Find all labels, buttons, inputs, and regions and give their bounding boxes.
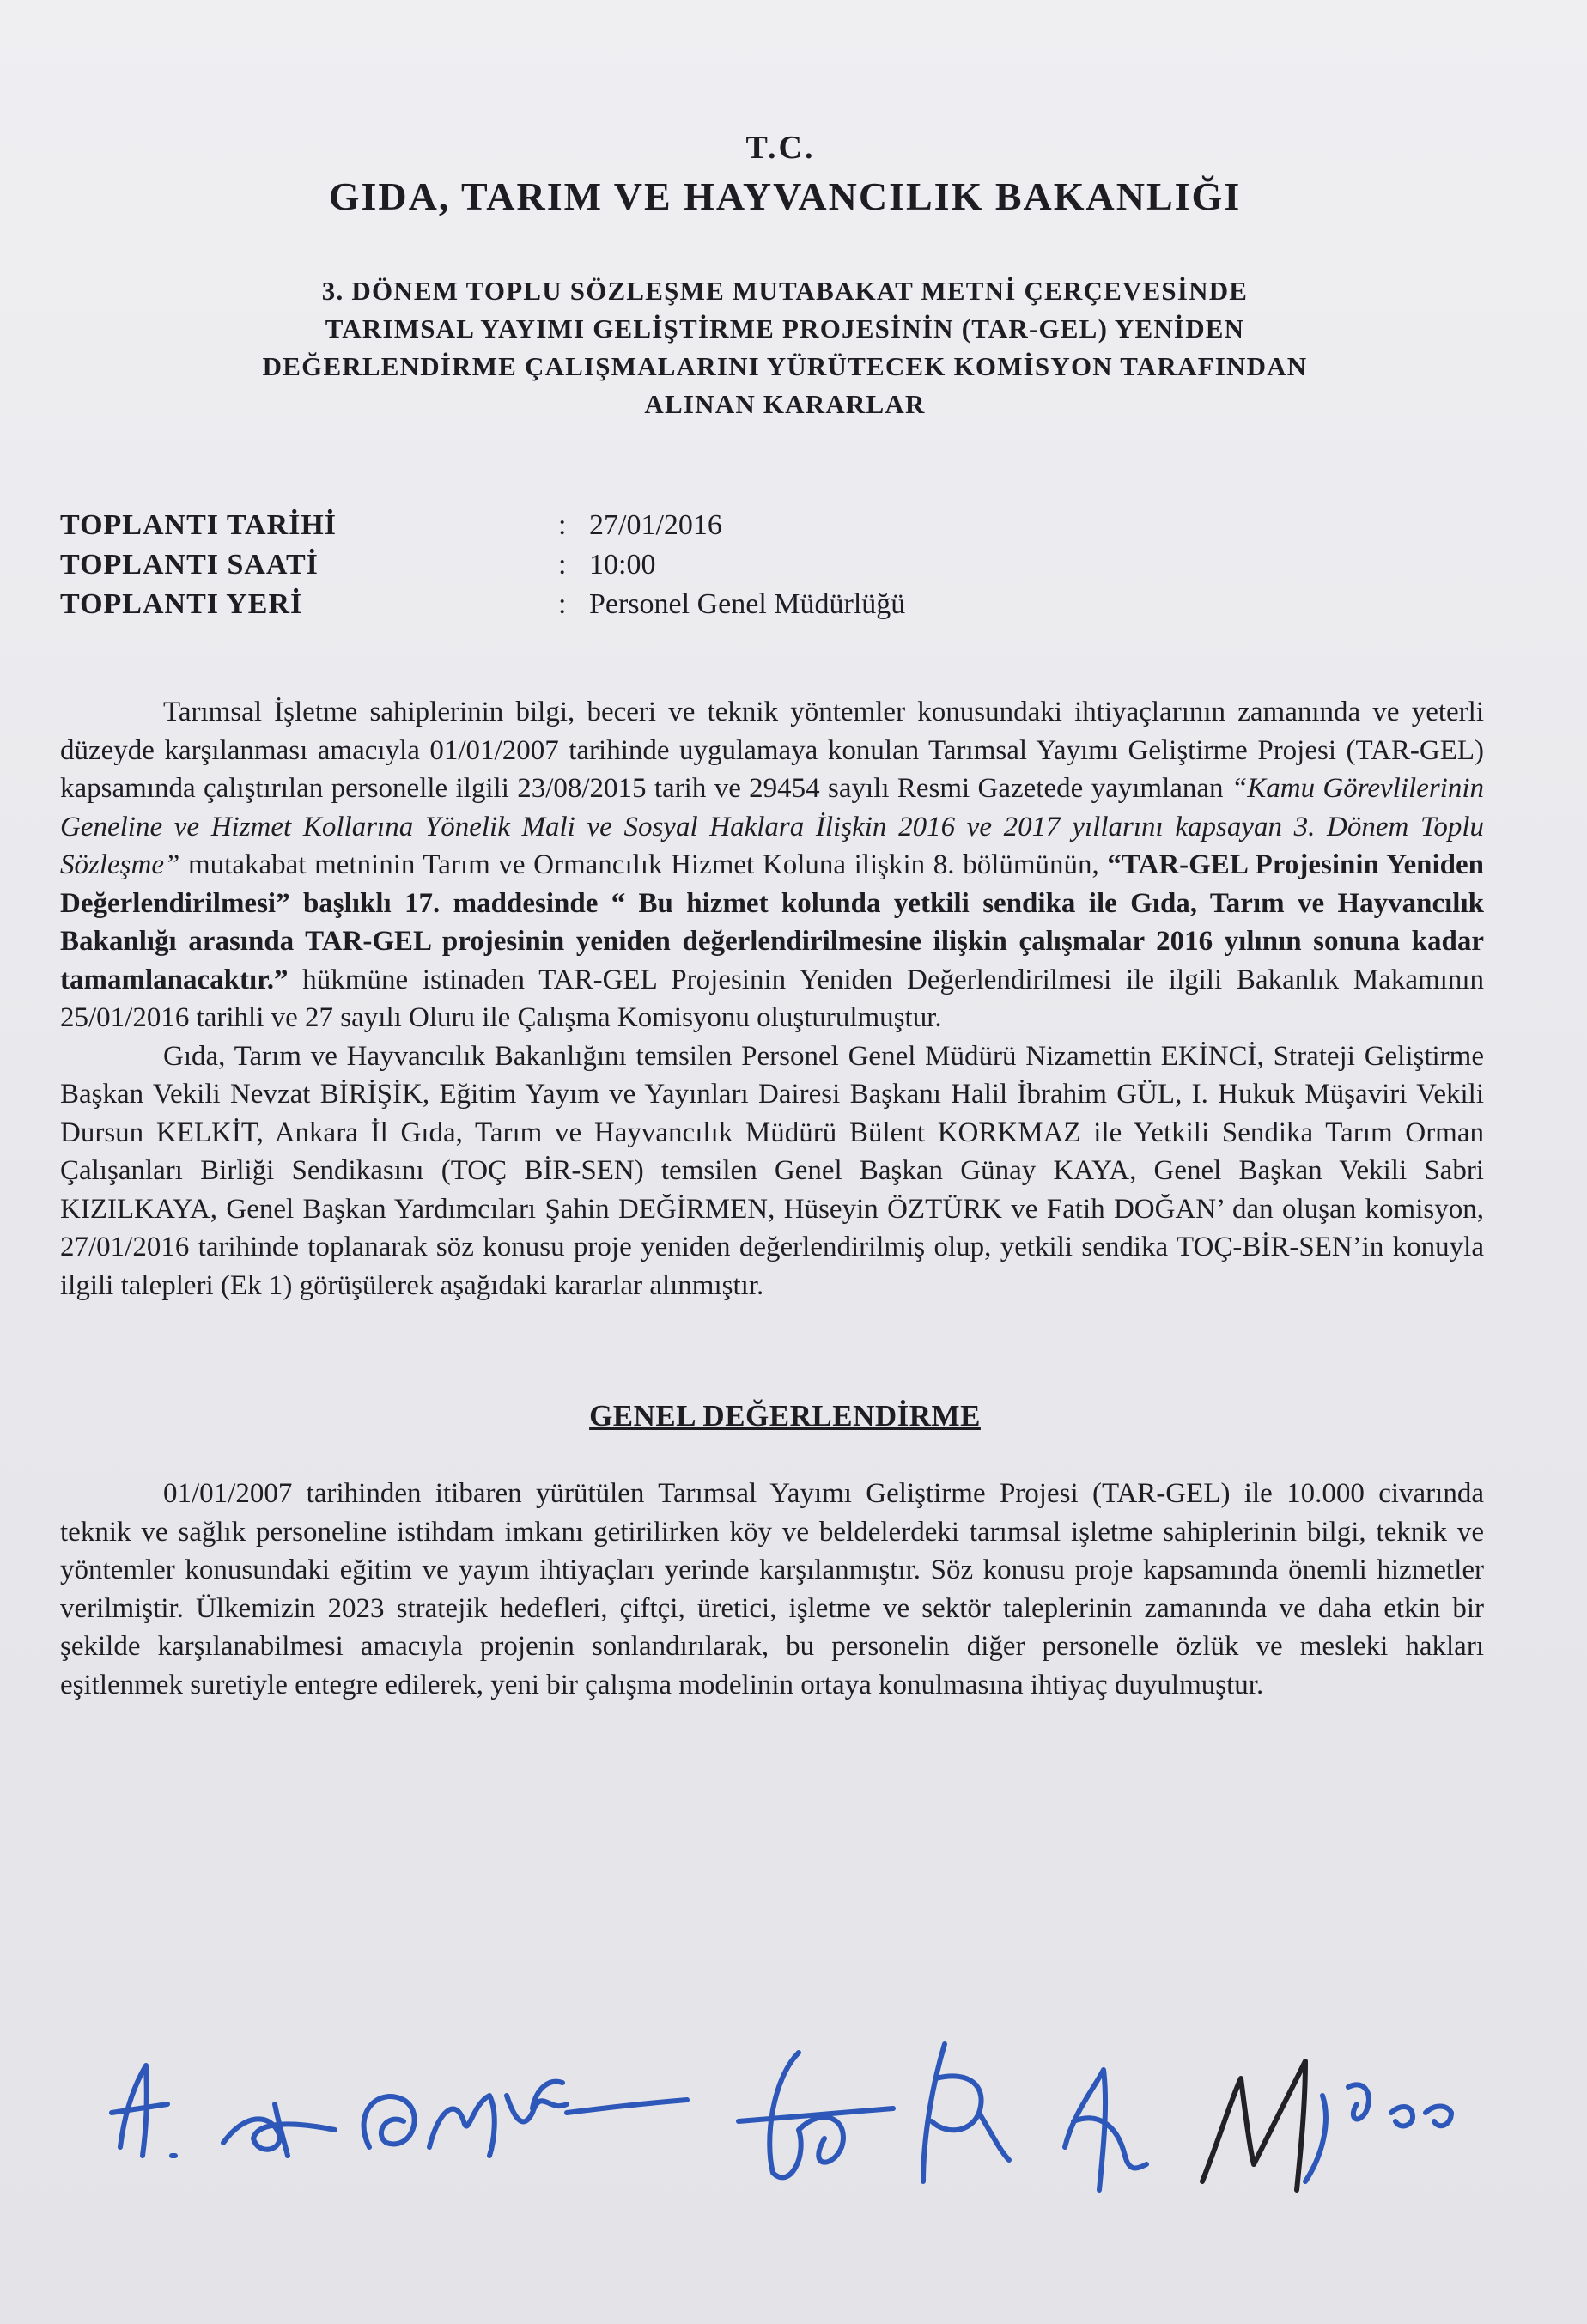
- document-subtitle: [86, 272, 1484, 423]
- signature-3: [364, 2096, 495, 2156]
- meeting-time-value: 10:00: [589, 549, 656, 581]
- paragraph-intro: [60, 693, 1484, 1037]
- section-heading: GENEL DEĞERLENDİRME: [589, 1399, 981, 1433]
- meeting-date-value: 27/01/2016: [589, 509, 722, 541]
- signature-8: [1202, 2061, 1305, 2190]
- meeting-date-label: TOPLANTI TARİHİ: [60, 509, 337, 541]
- colon: :: [558, 588, 567, 620]
- meeting-time-label: TOPLANTI SAATİ: [60, 549, 319, 581]
- intro-bold-quote: “TAR-GEL Projesinin Yeniden Değerlendirilmesi” başlıklı 17. maddesinde “ Bu hizmet kolunda yetkili sendika ile Gıda, Tarım ve Hayvancılık Bakanlığı arasında TAR-GEL projesinin yeniden değerlendirilmesine ilişkin çalışmalar 2016 yılının sonuna kadar tamamlanacaktır.”: [60, 849, 1484, 995]
- meeting-place-value: Personel Genel Müdürlüğü: [589, 588, 906, 620]
- intro-text-3: hükmüne istinaden TAR-GEL Projesinin Yeniden Değerlendirilmesi ile ilgili Bakanlık Makamının 25/01/2016 tarihli ve 27 sayılı Oluru ile Çalışma Komisyonu oluşturulmuştur.: [60, 964, 1484, 1033]
- intro-text-2: mutakabat metninin Tarım ve Ormancılık Hizmet Koluna ilişkin 8. bölümünün,: [179, 849, 1108, 880]
- meeting-info: [60, 506, 1484, 624]
- signature-4: [507, 2082, 687, 2122]
- signature-5: [739, 2053, 893, 2177]
- subtitle-line: 3. DÖNEM TOPLU SÖZLEŞME MUTABAKAT METNİ ÇERÇEVESİNDE: [321, 276, 1249, 306]
- colon: :: [558, 549, 567, 581]
- meeting-place-row: [60, 585, 1484, 624]
- signatures: [86, 1984, 1546, 2207]
- country-abbrev: T.C.: [745, 130, 816, 166]
- colon: :: [558, 509, 567, 541]
- signature-6: [923, 2044, 1009, 2181]
- subtitle-line: ALINAN KARARLAR: [644, 389, 926, 419]
- paragraph-evaluation: 01/01/2007 tarihinden itibaren yürütülen Tarımsal Yayımı Geliştirme Projesi (TAR-GEL) ile 10.000 civarında teknik ve sağlık personeline istihdam imkanı getirilirken köy ve beldelerdeki tarımsal işletme sahiplerinin bilgi, teknik ve yöntemler konusundaki eğitim ve yayım ihtiyaçları yerinde karşılanmıştır. Söz konusu proje kapsamında önemli hizmetler verilmiştir. Ülkemizin 2023 stratejik hedefleri, çiftçi, üretici, işletme ve sektör taleplerinin zamanında ve daha etkin bir şekilde karşılanabilmesi amacıyla projenin sonlandırılarak, bu personelin diğer personelle özlük ve mesleki hakları eşitlenmek suretiyle entegre edilerek, yeni bir çalışma modelinin ortaya konulmasına ihtiyaç duyulmuştur.: [60, 1478, 1484, 1700]
- signature-7: [1065, 2070, 1146, 2190]
- intro-italic-title: “Kamu Görevlilerinin Geneline ve Hizmet Kollarına Yönelik Mali ve Sosyal Haklara İlişkin 2016 ve 2017 yıllarını kapsayan 3. Dönem Toplu Sözleşme”: [60, 773, 1484, 880]
- signature-2: [223, 2104, 335, 2156]
- subtitle-line: DEĞERLENDİRME ÇALIŞMALARINI YÜRÜTECEK KOMİSYON TARAFINDAN: [262, 351, 1308, 381]
- document-header: [60, 129, 1484, 423]
- meeting-date-row: [60, 506, 1484, 545]
- intro-text: Tarımsal İşletme sahiplerinin bilgi, beceri ve teknik yöntemler konusundaki ihtiyaçlarının zamanında ve yeterli düzeyde karşılanması amacıyla 01/01/2007 tarihinde uygulamaya konulan Tarımsal Yayımı Geliştirme Projesi (TAR-GEL) kapsamında çalıştırılan personelle ilgili 23/08/2015 tarih ve 29454 sayılı Resmi Gazetede yayımlanan: [60, 697, 1484, 804]
- subtitle-line: TARIMSAL YAYIMI GELİŞTİRME PROJESİNİN (TAR-GEL) YENİDEN: [325, 313, 1245, 344]
- meeting-time-row: [60, 545, 1484, 585]
- meeting-place-label: TOPLANTI YERİ: [60, 588, 303, 620]
- paragraph-commission: Gıda, Tarım ve Hayvancılık Bakanlığını temsilen Personel Genel Müdürü Nizamettin EKİNCİ, Strateji Geliştirme Başkan Vekili Nevzat BİRİŞİK, Eğitim Yayım ve Yayınları Dairesi Başkanı Halil İbrahim GÜL, I. Hukuk Müşaviri Vekili Dursun KELKİT, Ankara İl Gıda, Tarım ve Hayvancılık Müdürü Bülent KORKMAZ ile Yetkili Sendika Tarım Orman Çalışanları Birliği Sendikasını (TOÇ BİR-SEN) temsilen Genel Başkan Günay KAYA, Genel Başkan Vekili Sabri KIZILKAYA, Genel Başkan Yardımcıları Şahin DEĞİRMEN, Hüseyin ÖZTÜRK ve Fatih DOĞAN’ dan oluşan komisyon, 27/01/2016 tarihinde toplanarak söz konusu proje yeniden değerlendirilmiş olup, yetkili sendika TOÇ-BİR-SEN’in konuyla ilgili talepleri (Ek 1) görüşülerek aşağıdaki kararlar alınmıştır.: [60, 1040, 1484, 1301]
- ministry-name: GIDA, TARIM VE HAYVANCILIK BAKANLIĞI: [328, 174, 1242, 218]
- signature-9: [1305, 2084, 1451, 2181]
- signature-1: [112, 2065, 175, 2156]
